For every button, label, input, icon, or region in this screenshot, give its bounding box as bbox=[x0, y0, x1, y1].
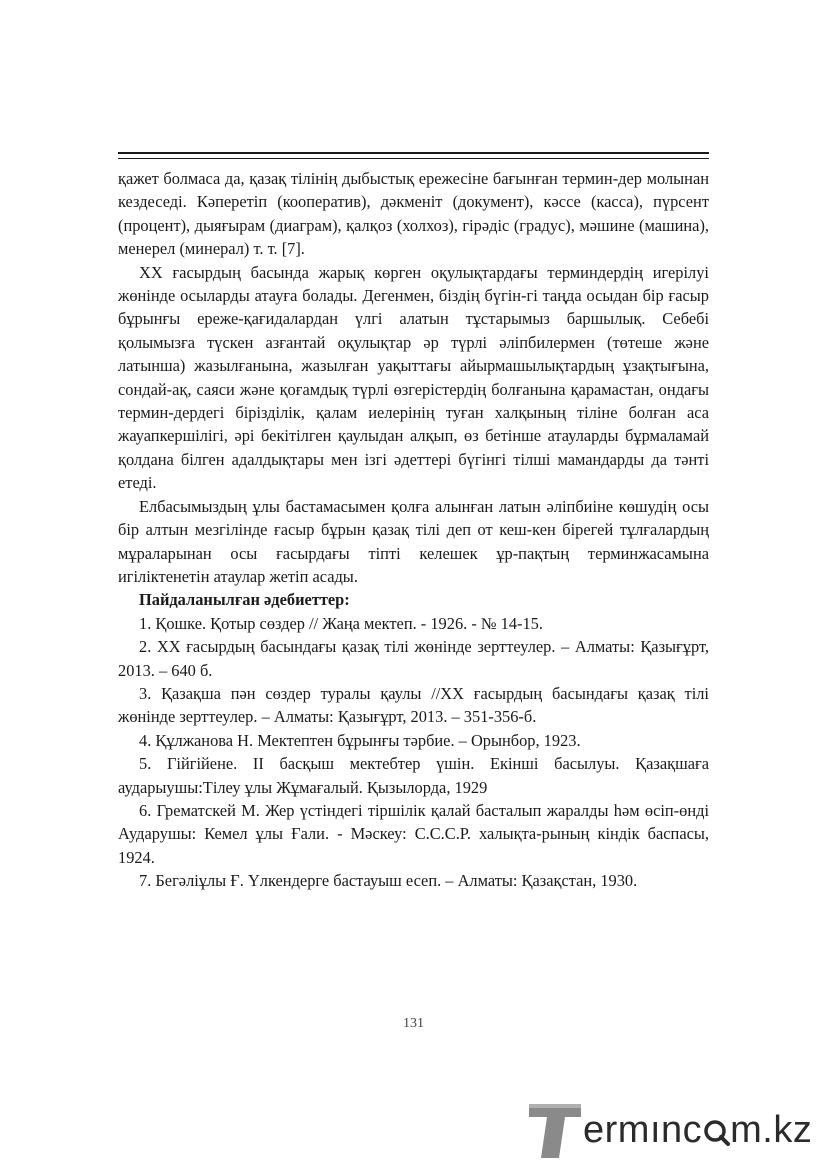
termincom-logo bbox=[525, 1100, 825, 1160]
magnifier-icon bbox=[702, 1118, 730, 1146]
reference-item: 3. Қазақша пән сөздер туралы қаулы //ХХ ғасырдың басындағы қазақ тілі жөнінде зерттеулер. – Алматы: Қазығұрт, 2013. – 351-356-б. bbox=[118, 683, 709, 727]
reference-item: 7. Бегәліұлы Ғ. Үлкендерге бастауыш есеп. – Алматы: Қазақстан, 1930. bbox=[139, 871, 638, 891]
paragraph-1: қажет болмаса да, қазақ тілінің дыбыстық ережесіне бағынған термин-дер молынан кездеседі. Кәперетіп (кооператив), дәкменіт (документ), кәссе (касса), пүрсент (процент), дыяғырам (диаграм), қалқоз (холхоз), гірәдіс (градус), мәшине (машина), менерел (минерал) т. т. [7]. bbox=[118, 169, 709, 259]
reference-item: 4. Құлжанова Н. Мектептен бұрынғы тәрбие. – Орынбор, 1923. bbox=[139, 730, 581, 750]
page-number: 131 bbox=[403, 1016, 424, 1031]
logo-text-end: m.kz bbox=[730, 1109, 813, 1151]
reference-item: 6. Грематскей М. Жер үстіндегі тіршілік қалай басталып жаралды һәм өсіп-өнді Аударушы: Кемел ұлы Ғали. - Мәскеу: С.С.С.Р. халықта-рының кіндік баспасы, 1924. bbox=[118, 800, 709, 867]
letter-t-logo-icon bbox=[525, 1100, 585, 1160]
body-text bbox=[118, 167, 709, 893]
reference-item: 5. Гійгійене. ІІ басқыш мектебтер үшін. Екінші басылуы. Қазақшаға аударыушы:Тілеу ұлы Жұмағалый. Қызылорда, 1929 bbox=[118, 754, 709, 797]
logo-text-start: ermınc bbox=[583, 1109, 703, 1151]
paragraph-2: ХХ ғасырдың басында жарық көрген оқулықтардағы терминдердің игерілуі жөнінде осыларды атауға болады. Дегенмен, біздің бүгін-гі таңда осыдан бір ғасыр бұрынғы ереже-қағидалардан үлгі алатын тұстарымыз баршылық. Себебі қолымызға түскен азғантай оқулықтар әр түрлі әліпбилермен (төтеше және латынша) жазылғанына, жазылған уақыттағы айырмашылықтардың ұзақтығына, сондай-ақ, саяси және қоғамдық түрлі өзгерістердің болғанына қарамастан, ондағы термин-дердегі біріздiлік, қалам иелерінің туған халқының тіліне болған аса жауапкершілігі, әрі бекітілген қаулыдан алқып, өз бетінше атауларды бұрмаламай қолдана білген адалдықтары мен ізгі әдеттері бүгінгі тілші мамандарды да тәнті етеді. bbox=[118, 262, 709, 493]
header-rule-thick bbox=[118, 152, 709, 154]
logo-text bbox=[583, 1108, 812, 1152]
reference-item: 1. Қошке. Қотыр сөздер // Жаңа мектеп. - 1926. - № 14-15. bbox=[139, 613, 543, 633]
header-rule-thin bbox=[118, 158, 709, 159]
reference-item: 2. ХХ ғасырдың басындағы қазақ тілі жөнінде зерттеулер. – Алматы: Қазығұрт, 2013. – 640 б. bbox=[118, 637, 709, 680]
references-title: Пайдаланылған әдебиеттер: bbox=[139, 590, 350, 610]
paragraph-3: Елбасымыздың ұлы бастамасымен қолға алынған латын әліпбиіне көшудің осы бір алтын мезгілінде ғасыр бұрын қазақ тілі деп от кеш-кен бірегей тұлғалардың мұраларынан осы ғасырдағы тіпті келешек ұр-пақтың терминжасамына игіліктенетін атаулар жетіп асады. bbox=[118, 496, 709, 586]
